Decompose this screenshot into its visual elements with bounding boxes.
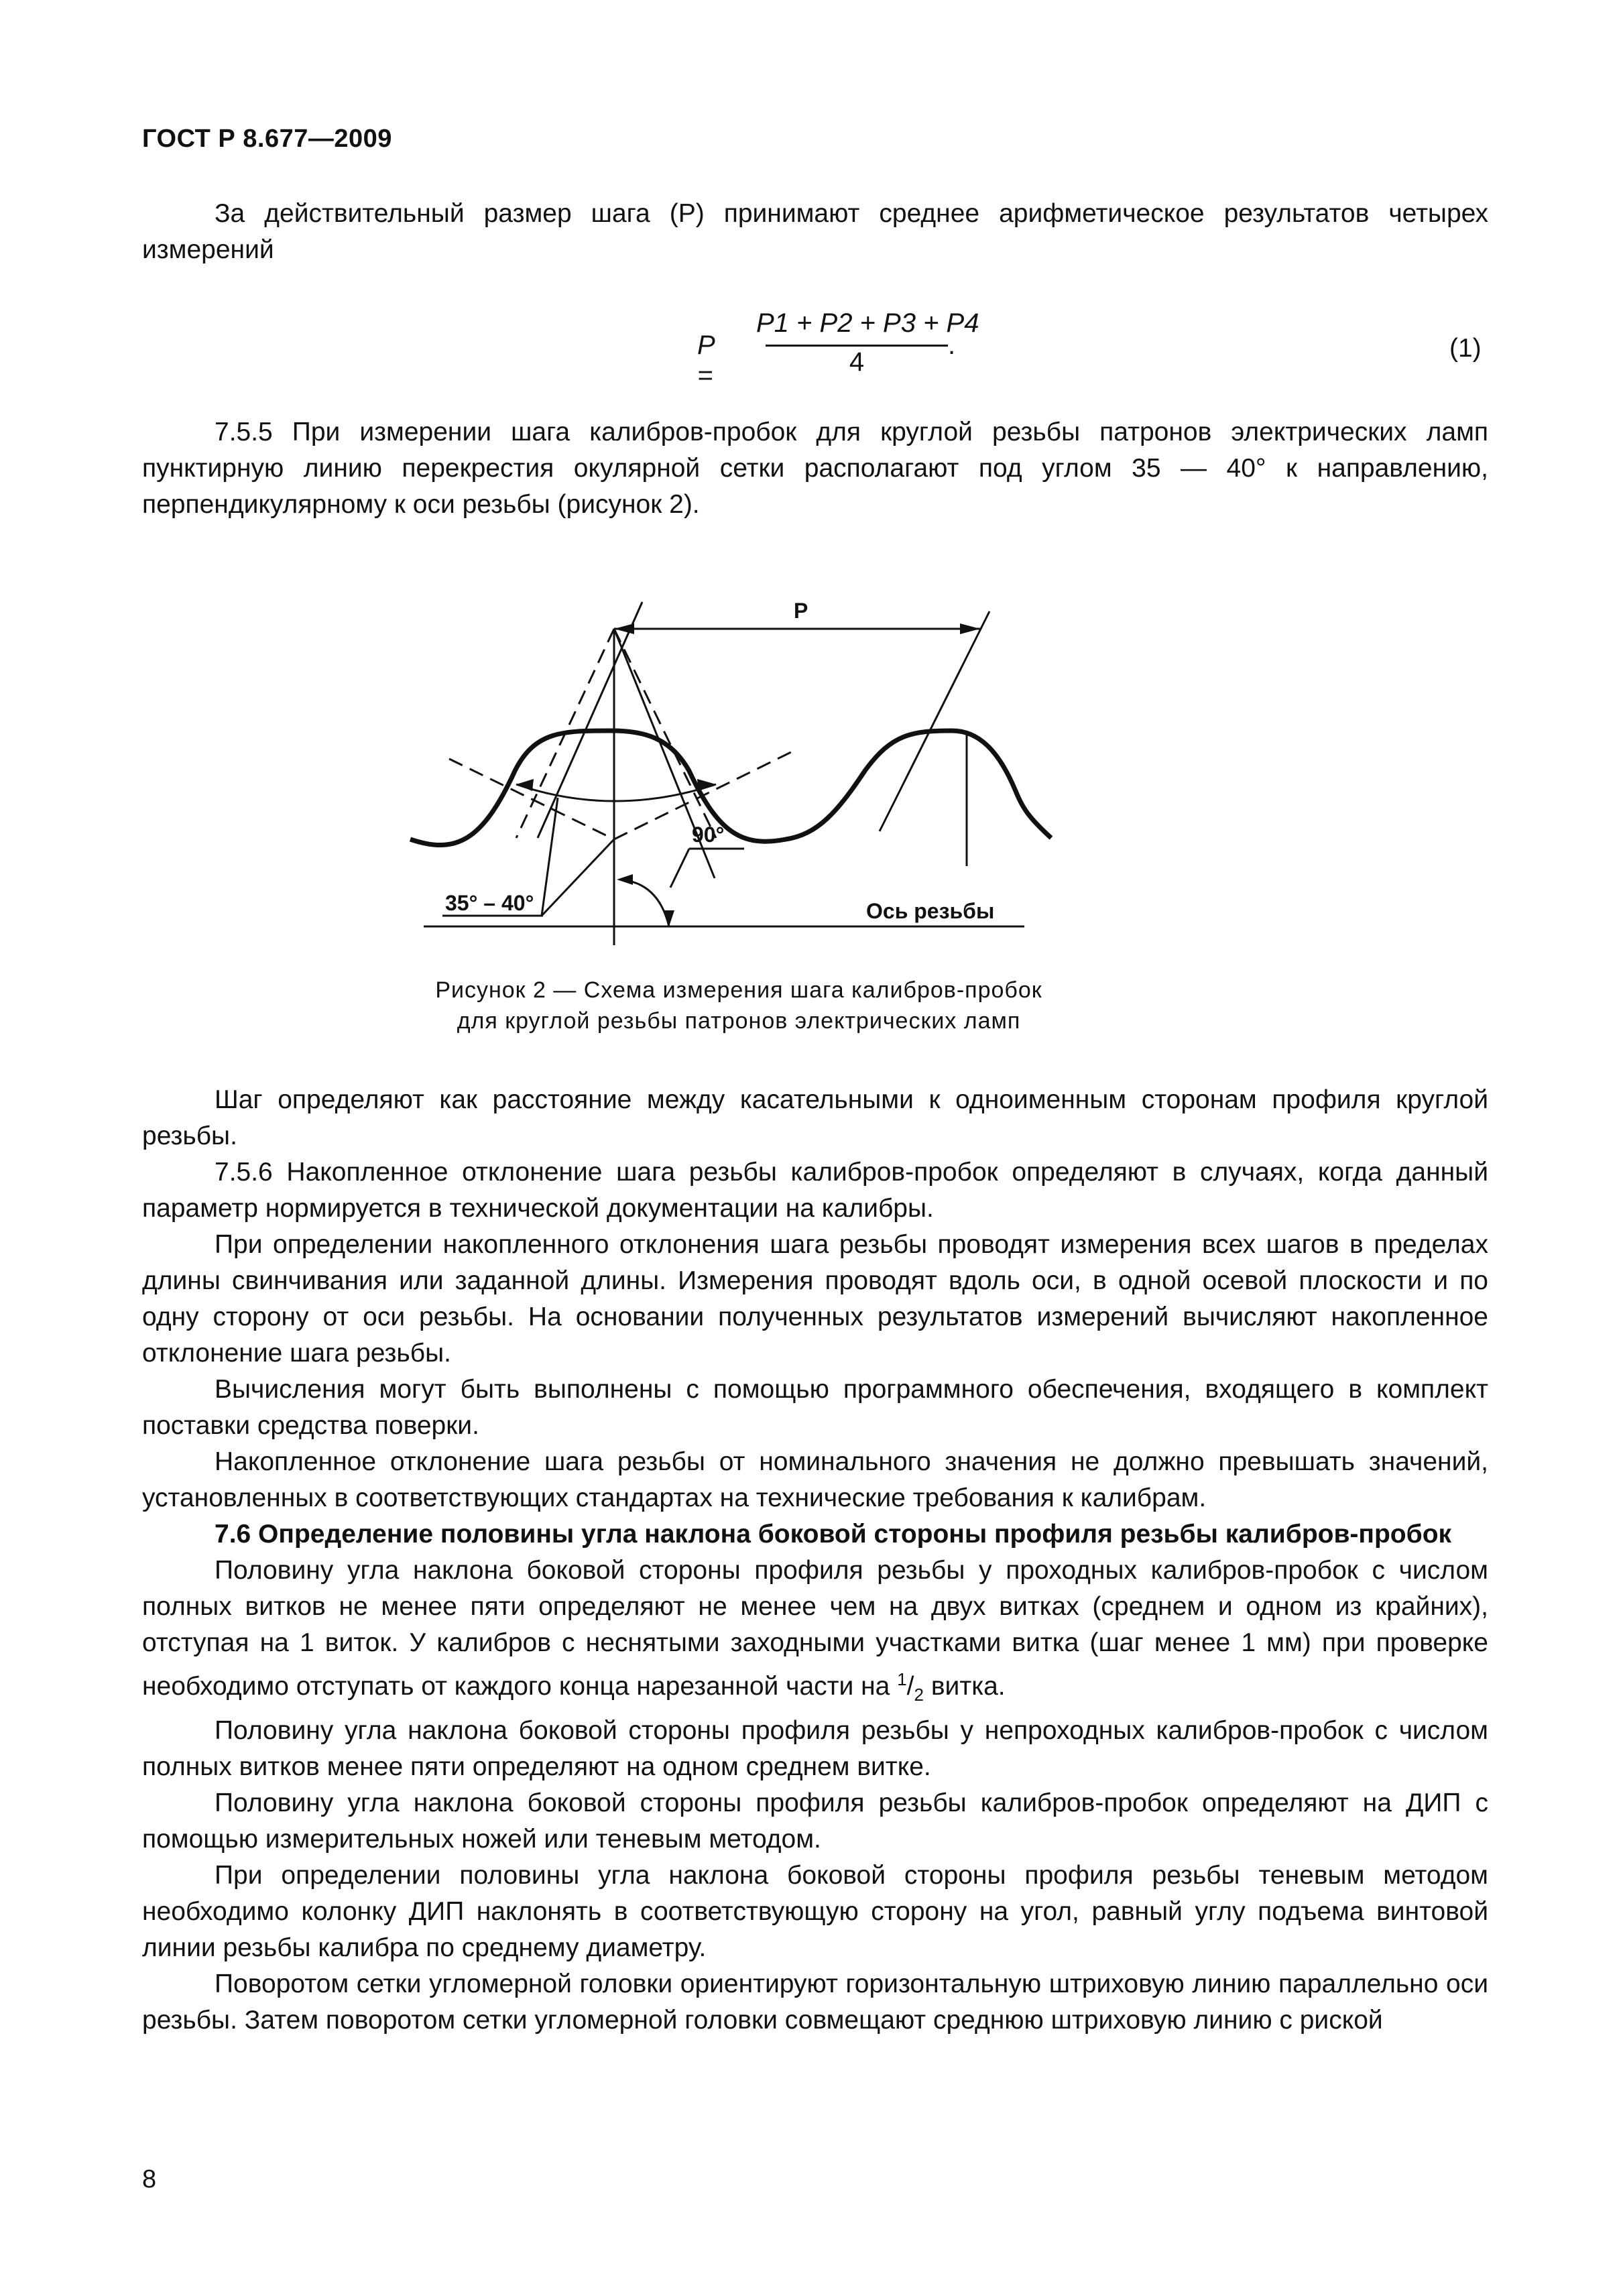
document-code-header: ГОСТ Р 8.677—2009	[142, 125, 392, 153]
thread-profile-curve	[410, 731, 1051, 845]
arrowhead-p-right	[960, 623, 980, 634]
section-7-6-heading: 7.6 Определение половины угла наклона боковой стороны профиля резьбы калибров-пробок	[215, 1520, 1452, 1549]
angle-arc-35-40	[516, 784, 716, 801]
body-paragraph-4: Вычисления могут быть выполнены с помощью программного обеспечения, входящего в комплект поставки средства поверки.	[142, 1375, 1488, 1440]
figure-label-axis: Ось резьбы	[866, 899, 995, 923]
arrowhead-p-left	[614, 623, 634, 634]
leader-line-90	[670, 849, 689, 888]
fraction-numerator: 1	[897, 1669, 907, 1689]
figure-label-p: P	[794, 599, 808, 623]
leader-line-angle-b	[542, 839, 614, 916]
body-paragraph-8: Половину угла наклона боковой стороны профиля резьбы калибров-пробок определяют на ДИП с помощью измерительных ножей или теневым методом.	[142, 1788, 1488, 1854]
body-paragraph-9: При определении половины угла наклона боковой стороны профиля резьбы теневым методом необходимо колонку ДИП наклонять в соответствующую сторону на угол, равный углу подъема винтовой линии резьбы калибра по среднему диаметру.	[142, 1860, 1488, 1962]
leader-line-angle-a	[542, 798, 558, 916]
arrowhead-angle-right	[697, 779, 716, 791]
tangent-line-left	[538, 602, 642, 838]
figure-label-90: 90°	[692, 823, 725, 847]
body-paragraph-5: Накопленное отклонение шага резьбы от номинального значения не должно превышать значений, установленных в соответствующих стандартах на технические требования к калибрам.	[142, 1447, 1488, 1512]
caption-line-2: для круглой резьбы патронов электрических ламп	[457, 1008, 1021, 1034]
figure-label-35-40: 35° – 40°	[445, 891, 534, 915]
formula-period: .	[948, 330, 956, 360]
section-7-5-5	[142, 414, 1488, 523]
equation-number: (1)	[1449, 334, 1482, 363]
body-paragraph-10: Поворотом сетки угломерной головки ориентируют горизонтальную штриховую линию параллельно оси резьбы. Затем поворотом сетки угломерной головки совмещают среднюю штриховую линию с риской	[142, 1969, 1488, 2035]
arrowhead-angle-left	[516, 779, 534, 791]
body-paragraph-3: При определении накопленного отклонения шага резьбы проводят измерения всех шагов в пределах длины свинчивания или заданной длины. Измерения проводят вдоль оси, в одной осевой плоскости и по одну сторону от оси резьбы. На основании полученных результатов измерений вычисляют накопленное отклонение шага резьбы.	[142, 1230, 1488, 1368]
tangent-line-right	[880, 611, 989, 831]
body-paragraph-7-5-6: 7.5.6 Накопленное отклонение шага резьбы калибров-пробок определяют в случаях, когда данный параметр нормируется в технической документации на калибры.	[142, 1158, 1488, 1223]
figure-2-caption	[410, 975, 1067, 1036]
caption-line-1: Рисунок 2 — Схема измерения шага калибров-пробок	[435, 977, 1042, 1003]
formula-numerator: P1 + P2 + P3 + P4	[756, 308, 979, 338]
body-paragraph-6: Половину угла наклона боковой стороны профиля резьбы у проходных калибров-пробок с числом полных витков не менее пяти определяют не менее чем на двух витках (среднем и одном из крайних), отступая на 1 виток. У калибров с неснятыми заходными участками витка (шаг менее 1 мм) при проверке необходимо отступать от каждого конца нарезанной части на $^1/_2$ витка.	[142, 1556, 1488, 1705]
fraction-bar	[766, 345, 948, 347]
fraction-denominator: 2	[914, 1684, 924, 1705]
dashed-crosshair-a	[516, 629, 614, 838]
body-paragraph-1: Шаг определяют как расстояние между касательными к одноименным сторонам профиля круглой резьбы.	[142, 1085, 1488, 1150]
arrowhead-90-bottom	[664, 910, 674, 926]
intro-text	[142, 196, 1488, 268]
body-paragraph-7: Половину угла наклона боковой стороны профиля резьбы у непроходных калибров-пробок с числом полных витков менее пяти определяют на одном среднем витке.	[142, 1715, 1488, 1781]
page-number: 8	[142, 2165, 157, 2193]
intro-paragraph: За действительный размер шага (P) принимают среднее арифметическое результатов четырех измерений	[142, 199, 1488, 264]
formula-lhs: P =	[697, 330, 715, 390]
formula-denominator: 4	[849, 347, 865, 377]
paragraph-6-text: Половину угла наклона боковой стороны профиля резьбы у проходных калибров-пробок с числом полных витков не менее пяти определяют не менее чем на двух витках (среднем и одном из крайних), отступая на 1 виток. У калибров с неснятыми заходными участками витка (шаг менее 1 мм) при проверке необходимо отступать от каждого конца нарезанной части на	[142, 1556, 1488, 1701]
figure-2-thread-pitch-diagram	[402, 570, 1073, 945]
arrowhead-90-left	[617, 874, 633, 885]
body-text	[142, 1082, 1488, 2039]
section-7-5-5-paragraph: 7.5.5 При измерении шага калибров-пробок для круглой резьбы патронов электрических ламп пунктирную линию перекрестия окулярной сетки располагают под углом 35 — 40° к направлению, перпендикулярному к оси резьбы (рисунок 2).	[142, 418, 1488, 519]
angle-arc-90	[619, 880, 669, 926]
paragraph-6-tail: витка.	[930, 1672, 1006, 1701]
